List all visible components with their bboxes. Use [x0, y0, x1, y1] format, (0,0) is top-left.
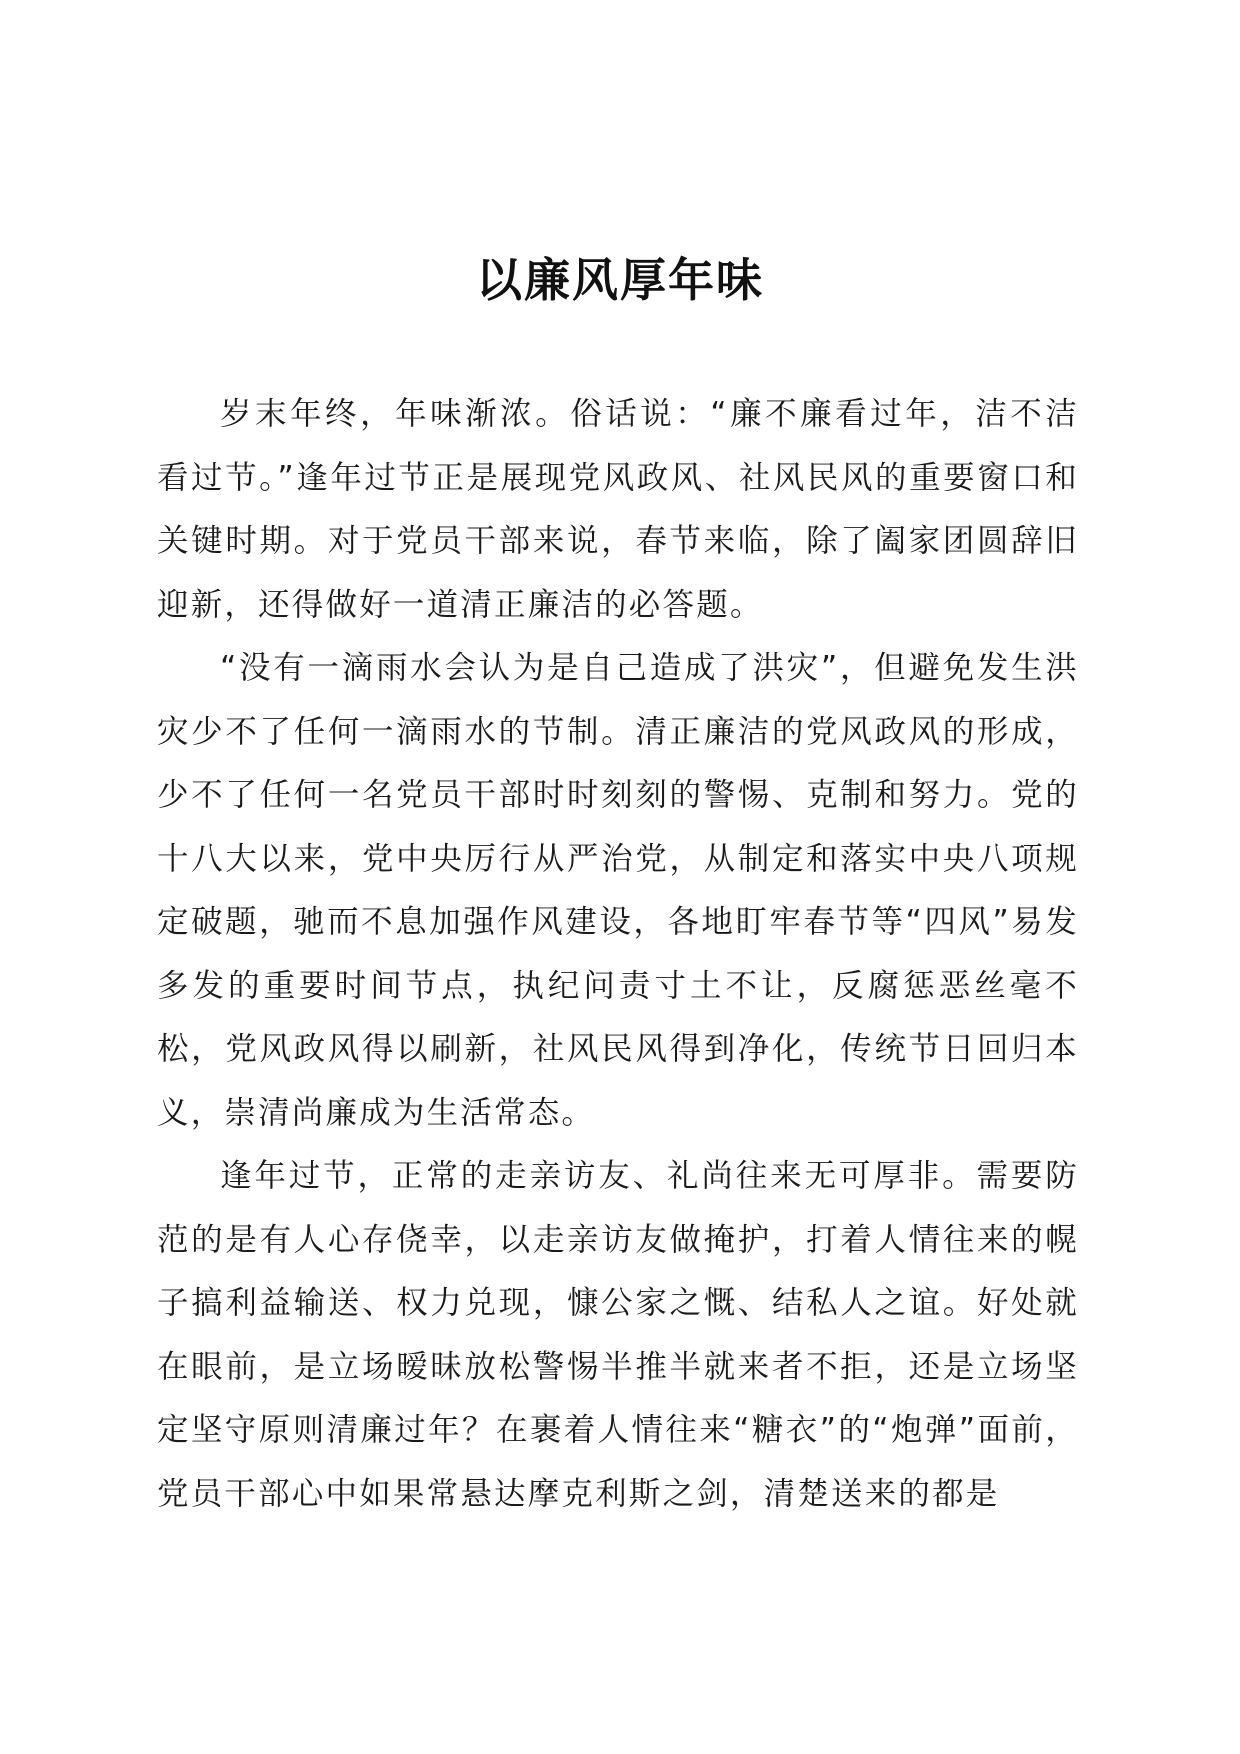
paragraph-2: “没有一滴雨水会认为是自己造成了洪灾”，但避免发生洪灾少不了任何一滴雨水的节制。清正廉洁的党风政风的形成，少不了任何一名党员干部时时刻刻的警惕、克制和努力。党的十八大以来，党中央厉行从严治党，从制定和落实中央八项规定破题，驰而不息加强作风建设，各地盯牢春节等“四风”易发多发的重要时间节点，执纪问责寸土不让，反腐惩恶丝毫不松，党风政风得以刷新，社风民风得到净化，传统节日回归本义，崇清尚廉成为生活常态。	[157, 650, 1079, 1131]
paragraph-1: 岁末年终，年味渐浓。俗话说：“廉不廉看过年，洁不洁看过节。”逢年过节正是展现党风政风、社风民风的重要窗口和关键时期。对于党员干部来说，春节来临，除了阖家团圆辞旧迎新，还得做好一道清正廉洁的必答题。	[157, 396, 1079, 623]
paragraph-3: 逢年过节，正常的走亲访友、礼尚往来无可厚非。需要防范的是有人心存侥幸，以走亲访友做掩护，打着人情往来的幌子搞利益输送、权力兑现，慷公家之慨、结私人之谊。好处就在眼前，是立场暧昧放松警惕半推半就来者不拒，还是立场坚定坚守原则清廉过年？在裹着人情往来“糖衣”的“炮弹”面前，党员干部心中如果常悬达摩克利斯之剑，清楚送来的都是	[157, 1158, 1079, 1512]
document-title: 以廉风厚年味	[476, 253, 764, 307]
document-body	[157, 383, 1079, 1526]
